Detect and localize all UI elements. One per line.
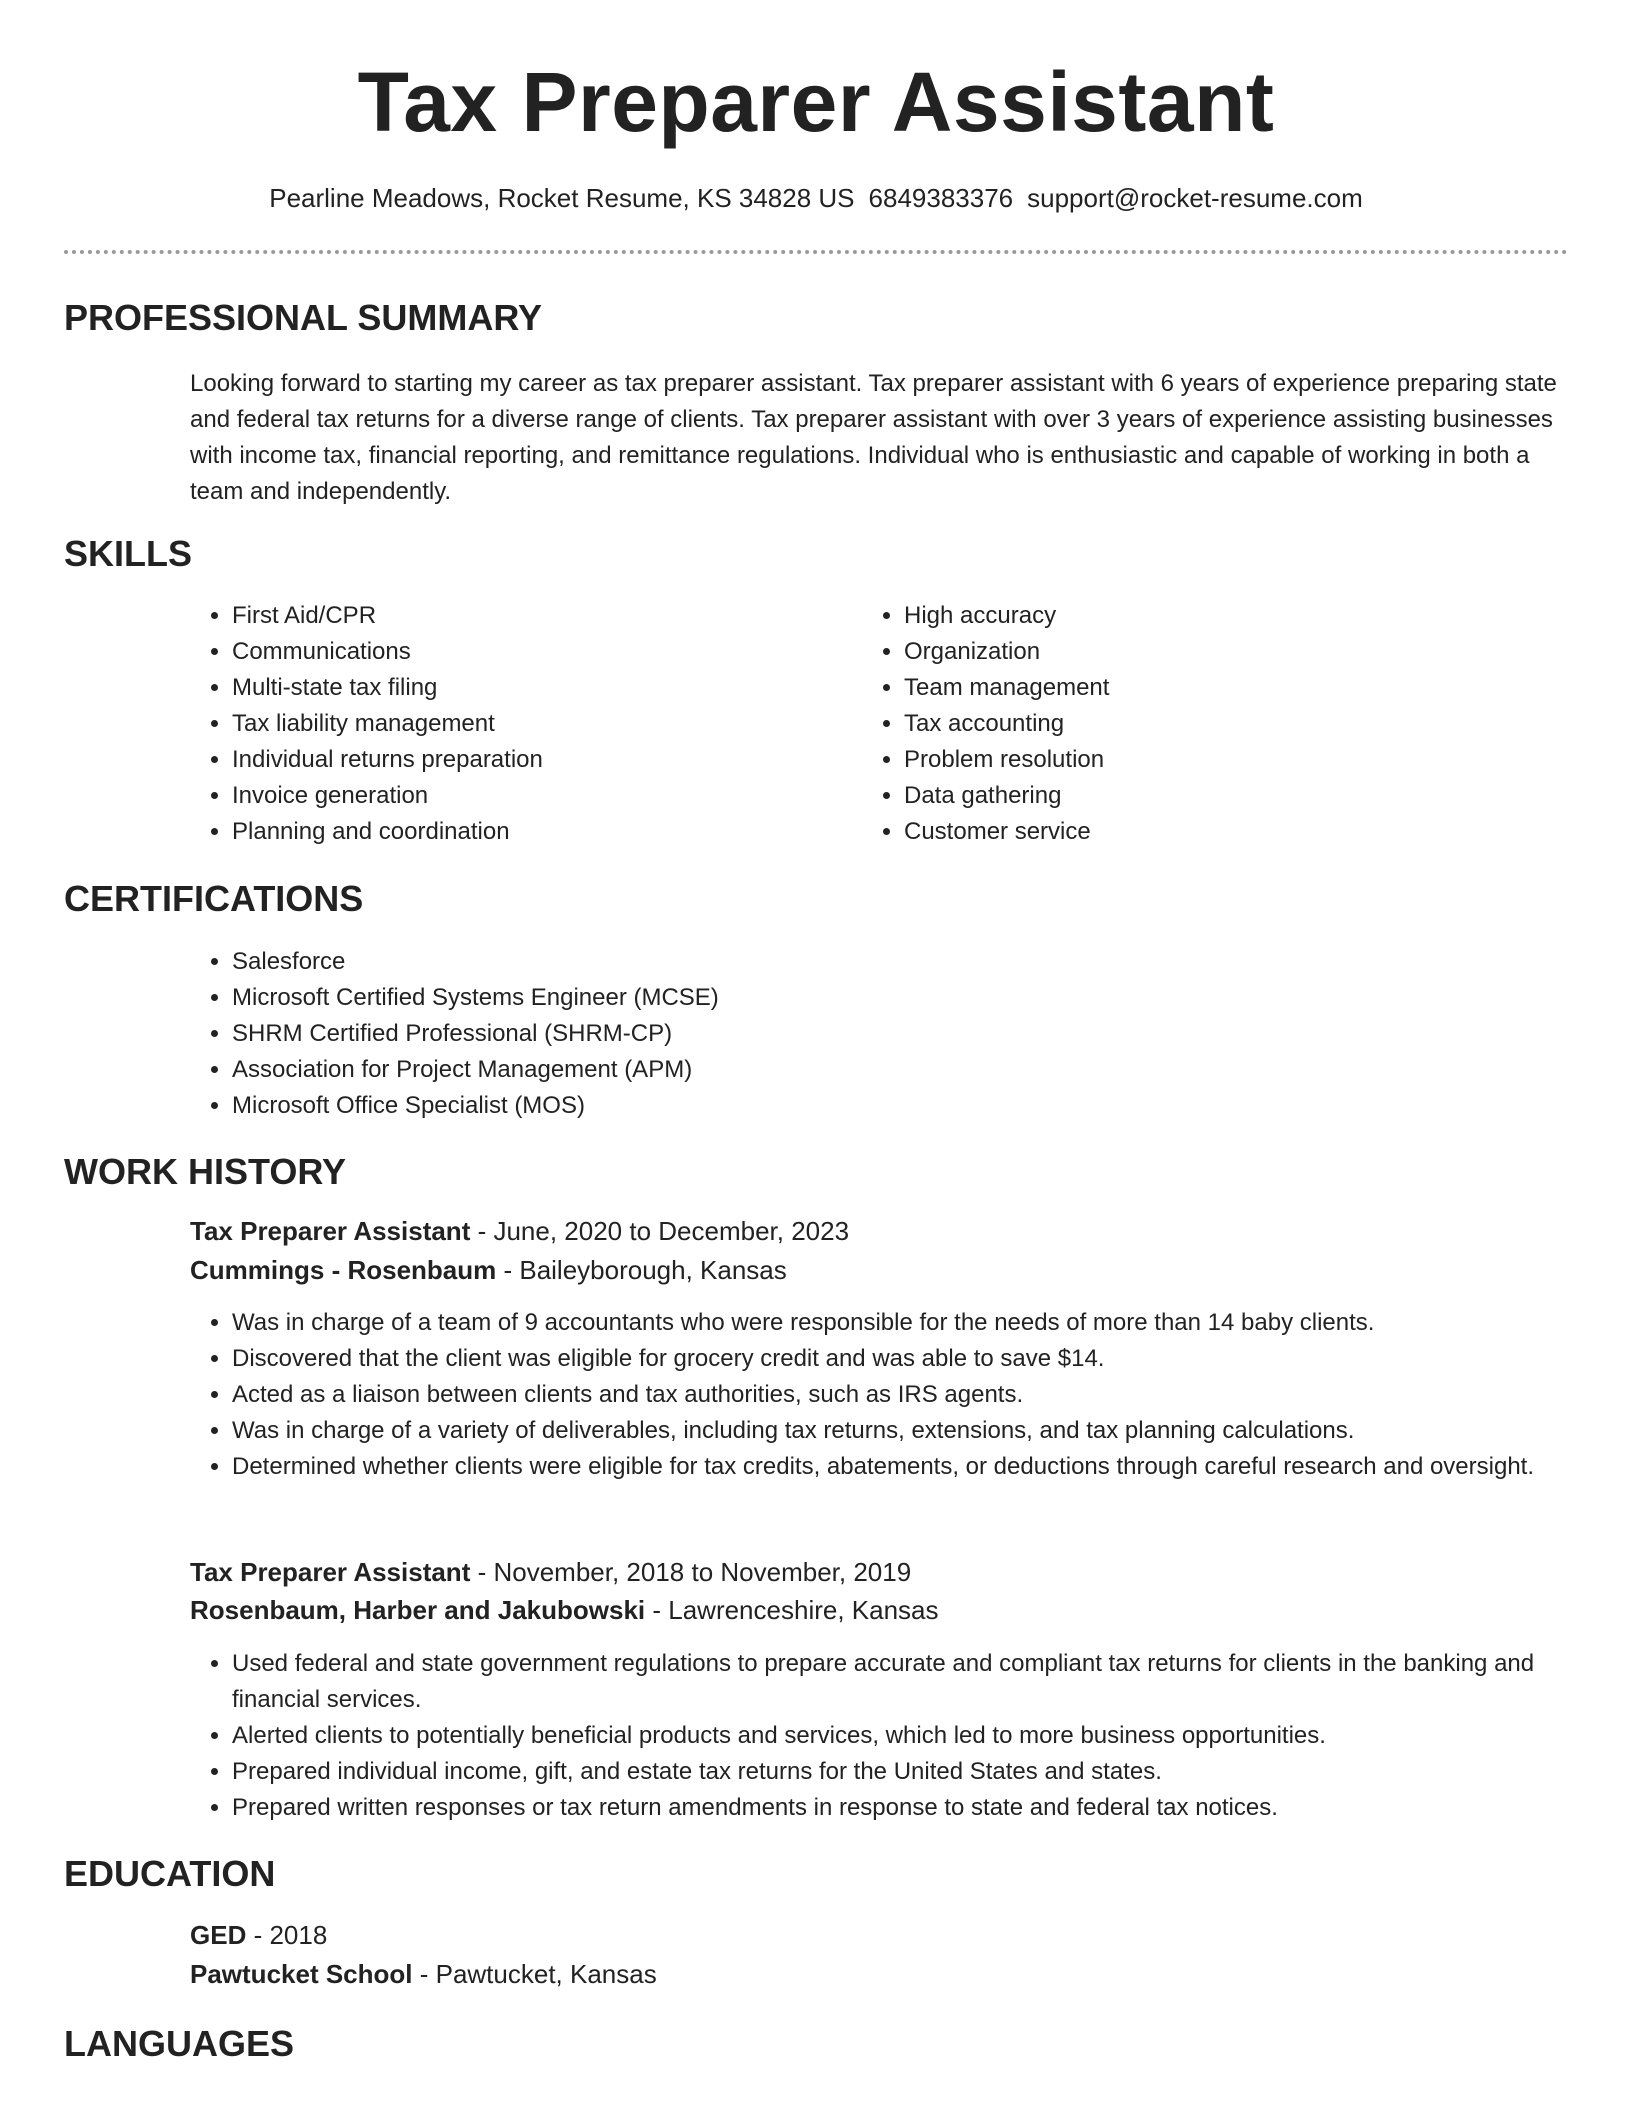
- education-year: - 2018: [246, 1920, 328, 1950]
- job-bullet: • Used federal and state government regulations to prepare accurate and compliant tax returns for clients in the banking and financial services.: [232, 1646, 1612, 1718]
- contact-phone: 6849383376: [868, 183, 1014, 213]
- skill-item: • Problem resolution: [904, 742, 1504, 778]
- header-divider: [64, 250, 1568, 254]
- job-company-line: [190, 1251, 787, 1289]
- certifications-heading: CERTIFICATIONS: [64, 878, 364, 919]
- job-bullet: • Was in charge of a team of 9 accountants who were responsible for the needs of more than 14 baby clients.: [232, 1305, 1612, 1341]
- skill-item: • Data gathering: [904, 778, 1504, 814]
- job-title: Tax Preparer Assistant: [190, 1557, 471, 1587]
- certification-item: • Association for Project Management (APM): [232, 1052, 1532, 1088]
- certifications-list: [188, 944, 1532, 1124]
- skill-item: • Tax liability management: [232, 706, 832, 742]
- skill-item: • Tax accounting: [904, 706, 1504, 742]
- summary-text: Looking forward to starting my career as tax preparer assistant. Tax preparer assistant with 6 years of experience preparing state and federal tax returns for a diverse range of clients. Tax preparer assistant with over 3 years of experience assisting businesses with income tax, financial reporting, and remittance regulations. Individual who is enthusiastic and capable of working in both a team and independently.: [190, 370, 1557, 505]
- skill-item: • Multi-state tax filing: [232, 670, 832, 706]
- job-bullet: • Determined whether clients were eligible for tax credits, abatements, or deductions through careful research and oversight.: [232, 1449, 1612, 1485]
- job-bullets: [188, 1646, 1612, 1826]
- job-dates: - November, 2018 to November, 2019: [470, 1557, 912, 1587]
- job-company: Cummings - Rosenbaum: [190, 1255, 497, 1285]
- languages-heading: LANGUAGES: [64, 2023, 295, 2064]
- certification-item: • Microsoft Certified Systems Engineer (MCSE): [232, 980, 1532, 1016]
- job-bullet: • Acted as a liaison between clients and tax authorities, such as IRS agents.: [232, 1377, 1612, 1413]
- job-bullet: • Prepared written responses or tax return amendments in response to state and federal tax notices.: [232, 1790, 1612, 1826]
- certification-item: • SHRM Certified Professional (SHRM-CP): [232, 1016, 1532, 1052]
- job-dates: - June, 2020 to December, 2023: [470, 1216, 850, 1246]
- job-title: Tax Preparer Assistant: [190, 1216, 471, 1246]
- skills-heading: SKILLS: [64, 533, 193, 574]
- job-bullet: • Was in charge of a variety of deliverables, including tax returns, extensions, and tax planning calculations.: [232, 1413, 1612, 1449]
- skills-list-left: [188, 598, 832, 850]
- skill-item: • Planning and coordination: [232, 814, 832, 850]
- job-bullet: • Discovered that the client was eligible for grocery credit and was able to save $14.: [232, 1341, 1612, 1377]
- education-school: Pawtucket School: [190, 1959, 413, 1989]
- work-history-heading: WORK HISTORY: [64, 1151, 347, 1192]
- skill-item: • Team management: [904, 670, 1504, 706]
- education-heading: EDUCATION: [64, 1853, 276, 1894]
- job-bullet: • Alerted clients to potentially beneficial products and services, which led to more business opportunities.: [232, 1718, 1612, 1754]
- skill-item: • Organization: [904, 634, 1504, 670]
- resume-title: Tax Preparer Assistant: [357, 55, 1275, 149]
- education-degree-line: [190, 1916, 327, 1954]
- job-company: Rosenbaum, Harber and Jakubowski: [190, 1595, 646, 1625]
- contact-email[interactable]: support@rocket-resume.com: [1027, 183, 1363, 213]
- certification-item: • Salesforce: [232, 944, 1532, 980]
- job-title-line: [190, 1212, 849, 1250]
- skill-item: • Communications: [232, 634, 832, 670]
- education-degree: GED: [190, 1920, 247, 1950]
- summary-heading: PROFESSIONAL SUMMARY: [64, 297, 543, 338]
- education-location: - Pawtucket, Kansas: [412, 1959, 657, 1989]
- contact-address: Pearline Meadows, Rocket Resume, KS 34828 US: [269, 183, 855, 213]
- job-bullets: [188, 1305, 1612, 1485]
- skill-item: • Invoice generation: [232, 778, 832, 814]
- job-title-line: [190, 1553, 911, 1591]
- job-location: - Lawrenceshire, Kansas: [645, 1595, 939, 1625]
- skills-list-right: [860, 598, 1504, 850]
- education-school-line: [190, 1955, 657, 1993]
- skill-item: • Customer service: [904, 814, 1504, 850]
- skill-item: • First Aid/CPR: [232, 598, 832, 634]
- contact-line: [0, 180, 1632, 216]
- skill-item: • High accuracy: [904, 598, 1504, 634]
- job-company-line: [190, 1591, 939, 1629]
- job-location: - Baileyborough, Kansas: [496, 1255, 787, 1285]
- skill-item: • Individual returns preparation: [232, 742, 832, 778]
- job-bullet: • Prepared individual income, gift, and estate tax returns for the United States and states.: [232, 1754, 1612, 1790]
- certification-item: • Microsoft Office Specialist (MOS): [232, 1088, 1532, 1124]
